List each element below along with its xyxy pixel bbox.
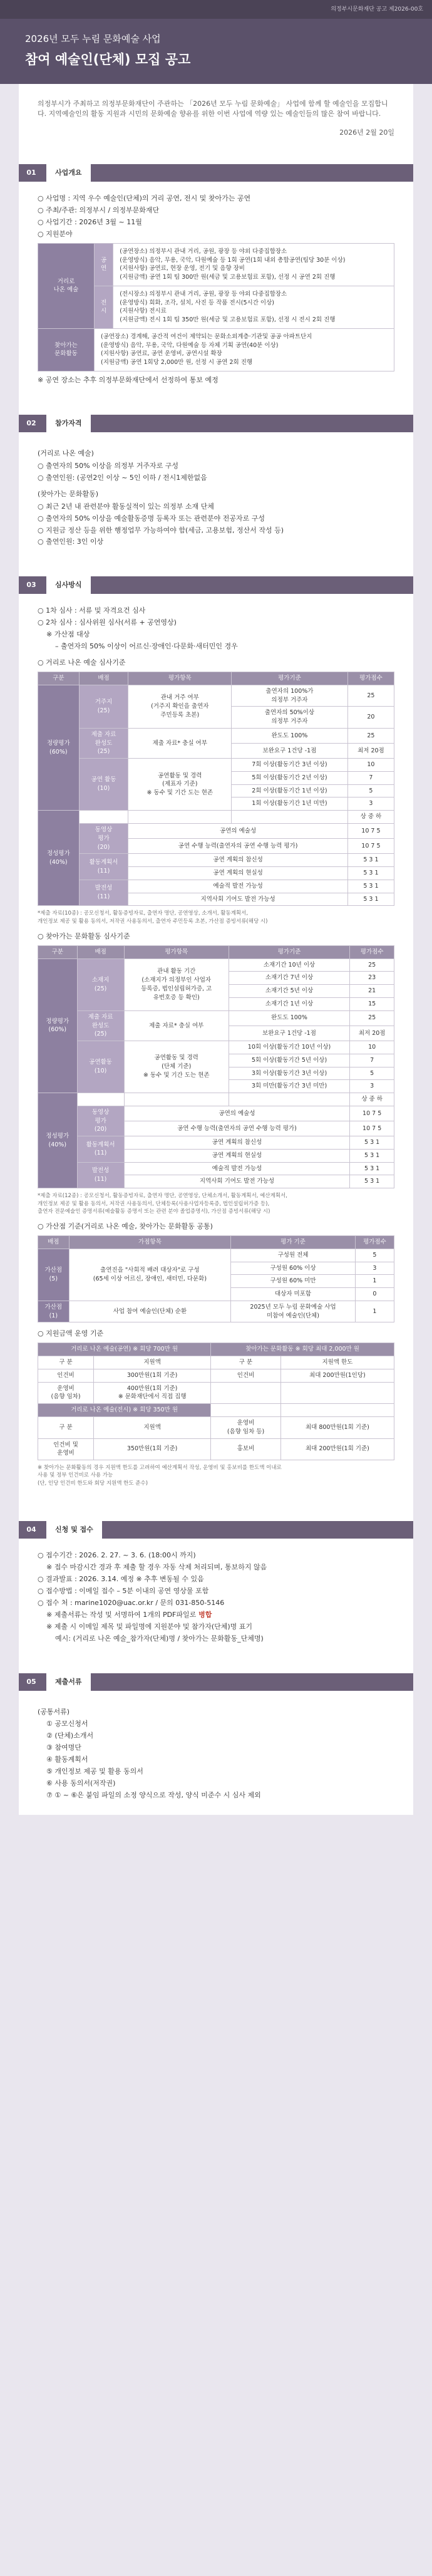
fund-cell: 인건비: [211, 1369, 281, 1382]
criteria-item: 예술적 발전 가능성: [128, 880, 347, 893]
fund-head-left: 거리로 나온 예술(전시) ※ 회당 350만 원: [38, 1404, 211, 1417]
visit-note: *제출 자료(12종) : 공모신청서, 활동증빙자료, 출연자 명단, 공연영상, 단체소개서, 활동계획서, 예산계획서, 개인정보 제공 및 활용 동의서, 저작권 사용동의서, 단체등록(사용사업자등록증, 법인설립허가증 등), 출연자 전문예술인 증명서류(예술활동 증명서 또는 관련 분야 졸업증명서), 가산점 증빙서류(해당 시): [38, 1193, 287, 1215]
blank-cell: [124, 1093, 229, 1106]
grade-scores: 5 3 1: [347, 867, 394, 880]
criteria-standard: 1회 이상(활동기간 1년 미만): [232, 797, 348, 811]
fund-title: ○ 지원금액 운영 기준: [38, 1329, 104, 1338]
grade-scores: 10 7 5: [350, 1121, 394, 1136]
merge-note: ※ 제출서류는 작성 및 서명하여 1개의 PDF파일로: [46, 1610, 197, 1619]
text-line: – 출연자의 50% 이상이 어르신·장애인·다문화·새터민인 경우: [55, 642, 238, 651]
table-header: 평가항목: [124, 945, 229, 958]
qual-grade-header: 상 중 하: [350, 1093, 394, 1106]
criteria-score: 25: [347, 728, 394, 743]
section-number: 02: [26, 418, 36, 427]
text-line: ○ 접수방법 : 이메일 접수 – 5분 이내의 공연 영상물 포함: [38, 1586, 209, 1595]
criteria-standard: 완도도 100%: [229, 1010, 350, 1026]
criteria-score: 7: [350, 1054, 394, 1067]
section-header-2: [19, 415, 413, 432]
text-line: ○ 최근 2년 내 관련분야 활동실적이 있는 의정부 소재 단체: [38, 502, 214, 511]
field-sub: 전시: [95, 286, 113, 328]
section-title: 사업개요: [46, 164, 91, 182]
bonus-table: [38, 1235, 394, 1322]
grade-scores: 10 7 5: [350, 1106, 394, 1121]
fund-cell: 지원액: [94, 1417, 211, 1439]
criteria-group: 활동계획서 (11): [79, 854, 128, 880]
group-title: (공통서류): [38, 1707, 70, 1716]
table-header: 평가점수: [347, 672, 394, 685]
merge-emphasis: 병합: [196, 1610, 212, 1619]
criteria-item: 공연의 예술성: [124, 1106, 350, 1121]
fund-cell: [280, 1382, 394, 1404]
criteria-item: 지역사회 기여도 발전 가능성: [128, 893, 347, 906]
criteria-item: 공연활동 및 경력 (단체 기준) ※ 동수 및 기간 도는 현존: [124, 1041, 229, 1093]
section-body-4: [38, 1539, 394, 1658]
criteria-group: 발전성 (11): [77, 1162, 124, 1188]
text-line: ○ 사업기간 : 2026년 3월 ~ 11월: [38, 217, 142, 226]
section-body-2: [38, 432, 394, 562]
criteria-standard: 완도도 100%: [232, 728, 348, 743]
criteria-group: 공연 활동 (10): [79, 759, 128, 811]
fund-note: ※ 찾아가는 문화활동의 경우 지원액 한도를 고려하여 예산계획서 작성, 운영비 및 홍보비를 한도액 이내로 사용 및 정부 인건비로 사용 가능 (단, 인당 인건비 한도와 회당 지원액 한도 준수): [38, 1465, 282, 1487]
fund-cell: 인건비 및 운영비: [38, 1438, 94, 1460]
fund-cell: 최대 200만원(1인당): [280, 1369, 394, 1382]
fund-cell: 350만원(1회 기준): [94, 1438, 211, 1460]
text-line: ○ 지원금 정산 등을 위한 행정업무 가능하여야 함(세금, 고용보험, 정산서 작성 등): [38, 526, 284, 534]
grade-scores: 5 3 1: [347, 854, 394, 867]
document-item: ⑤ 개인정보 제공 및 활용 동의서: [46, 1767, 143, 1776]
document-item: ⑦ ① ~ ⑥은 붙임 파일의 소정 양식으로 작성, 양식 미준수 시 심사 제외: [46, 1791, 261, 1800]
fund-cell: 300만원(1회 기준): [94, 1369, 211, 1382]
field-category: 찾아가는 문화활동: [38, 328, 95, 371]
criteria-item: 공연 계획의 참신성: [124, 1136, 350, 1150]
text-line: ○ 출연인원: (공연2인 이상 ~ 5인 이하 / 전시1제한없음: [38, 473, 207, 482]
text-line: 예시: (거리로 나온 예술_참가자(단체)명 / 찾아가는 문화활동_단체명): [55, 1634, 264, 1643]
criteria-group: 공연활동 (10): [77, 1041, 124, 1093]
fund-cell: [211, 1404, 281, 1417]
hero-subtitle: 2026년 모두 누림 문화예술 사업: [25, 33, 161, 44]
bonus-item: 출연진을 "사회적 배려 대상자"로 구성 (65세 이상 어르신, 장애인, 새터민, 다문화): [69, 1249, 231, 1301]
field-category: 거리로 나온 예술: [38, 243, 95, 328]
criteria-standard: 소재기간 1년 이상: [229, 998, 350, 1011]
section-header-3: [19, 576, 413, 594]
quant-category: 정량평가 (60%): [38, 685, 80, 810]
criteria-score: 10: [347, 759, 394, 772]
criteria-group: 동영상 평가 (20): [77, 1106, 124, 1136]
criteria-score: 5: [350, 1067, 394, 1080]
section-title: 심사방식: [46, 576, 91, 594]
bonus-standard: 구성원 60% 이상: [231, 1262, 356, 1275]
fund-cell: 홍보비: [211, 1438, 281, 1460]
criteria-standard: 소재기간 10년 이상: [229, 958, 350, 972]
criteria-score: 20: [347, 707, 394, 729]
bonus-score: 3: [355, 1262, 394, 1275]
table-header: 평가점수: [355, 1236, 394, 1249]
footnote: ※ 공연 장소는 추후 의정부문화재단에서 선정하여 통보 예정: [38, 375, 219, 384]
document-item: ⑥ 사용 동의서(저작권): [46, 1779, 116, 1788]
quant-category: 정량평가 (60%): [38, 958, 78, 1093]
bonus-standard: 구성원 전체: [231, 1249, 356, 1262]
text-line: ※ 가산점 대상: [46, 630, 90, 639]
criteria-group: 활동계획서 (11): [77, 1136, 124, 1163]
text-line: ○ 2차 심사 : 심사위원 심사(서류 + 공연영상): [38, 618, 177, 627]
fund-cell: 최대 200만원(1회 기준): [280, 1438, 394, 1460]
criteria-standard: 7회 이상(활동기간 3년 이상): [232, 759, 348, 772]
field-sub: 공연: [95, 243, 113, 286]
text-line: ○ 출연인원: 3인 이상: [38, 538, 104, 546]
criteria-standard: 출연자의 50%이상 의정부 거주자: [232, 707, 348, 729]
fund-col: 구 분: [211, 1356, 281, 1369]
grade-scores: 10 7 5: [347, 839, 394, 854]
support-field-table: [38, 243, 394, 371]
criteria-item: 공연 계획의 현실성: [128, 867, 347, 880]
fund-cell: 구 분: [38, 1417, 94, 1439]
criteria-group: 거주지 (25): [79, 685, 128, 728]
section-header-5: [19, 1673, 413, 1691]
criteria-standard: 보완요구 1건당 -1점: [232, 744, 348, 759]
grade-scores: 5 3 1: [347, 880, 394, 893]
bonus-standard: 대상자 미포함: [231, 1288, 356, 1301]
fund-head-right: 찾아가는 문화활동 ※ 회당 최대 2,000만 원: [211, 1343, 394, 1356]
fund-cell: 운영비 (음향 임차): [38, 1382, 94, 1404]
field-detail: (전시장소) 의정부시 관내 거리, 공원, 광장 등 야외 다중집합장소 (운영방식) 회화, 조각, 설치, 사진 등 작품 전시(5시간 이상) (지원사항) 전시료 (지원금액) 전시 1회 팀 350만 원(세금 및 고용보험료 포함), 선정 시 전시 2회 진행: [113, 286, 394, 328]
table-header: 배점: [77, 945, 124, 958]
table-header: 평가기준: [229, 945, 350, 958]
qual-grade-header: 상 중 하: [347, 811, 394, 824]
table-header: 가점항목: [69, 1236, 231, 1249]
criteria-score: 3: [350, 1080, 394, 1093]
fund-col: 지원액: [94, 1356, 211, 1369]
document-item: ④ 활동계획서: [46, 1755, 88, 1764]
hero-title: 참여 예술인(단체) 모집 공고: [25, 51, 191, 67]
table-header: 평가기준: [232, 672, 348, 685]
bonus-title: ○ 가산점 기준(거리로 나온 예술, 찾아가는 문화활동 공통): [38, 1222, 213, 1231]
table-header: 평가 기준: [231, 1236, 356, 1249]
table-header: 구분: [38, 945, 78, 958]
criteria-standard: 소재기간 7년 이상: [229, 972, 350, 985]
section-header-1: [19, 164, 413, 182]
section-body-3: [38, 594, 394, 1506]
text-line: ○ 결과발표 : 2026. 3.14. 예정 ※ 추후 변동될 수 있음: [38, 1574, 204, 1583]
fund-head-left: 거리로 나온 예술(공연) ※ 회당 700만 원: [38, 1343, 211, 1356]
fund-table: [38, 1343, 394, 1460]
grade-scores: 5 3 1: [350, 1136, 394, 1150]
text-line: ○ 접수기간 : 2026. 2. 27. ~ 3. 6. (18:00시 까지): [38, 1551, 196, 1560]
section-number: 05: [26, 1677, 36, 1686]
criteria-standard: 소재기간 5년 이상: [229, 985, 350, 998]
criteria-group: 동영상 평가 (20): [79, 824, 128, 854]
criteria-standard: 10회 이상(활동기간 10년 이상): [229, 1041, 350, 1054]
fund-cell: 인건비: [38, 1369, 94, 1382]
criteria-score: 23: [350, 972, 394, 985]
criteria-standard: 3회 이상(활동기간 3년 이상): [229, 1067, 350, 1080]
criteria-score: 최저 20점: [347, 744, 394, 759]
table-header: 배점: [38, 1236, 69, 1249]
fund-col: 지원액 한도: [280, 1356, 394, 1369]
section-title: 신청 및 접수: [46, 1521, 102, 1539]
criteria-item: 제출 자료* 충실 여부: [128, 728, 232, 758]
bonus-item: 사업 참여 예술인(단체) 순환: [69, 1301, 231, 1322]
criteria-score: 7: [347, 771, 394, 784]
intro-date: 2026년 2월 20일: [339, 128, 394, 137]
criteria-item: 제출 자료* 충실 여부: [124, 1010, 229, 1041]
section-number: 04: [26, 1525, 36, 1534]
table-header: 평가항목: [128, 672, 232, 685]
document-item: ② (단체)소개서: [46, 1732, 94, 1740]
text-line: ○ 지원분야: [38, 229, 73, 238]
text-line: ○ 출연자의 50% 이상을 의정부 거주자로 구성: [38, 461, 179, 470]
top-bar: [0, 0, 432, 19]
group-title: (거리로 나온 예술): [38, 449, 94, 457]
criteria-item: 공연 계획의 참신성: [128, 854, 347, 867]
text-line: ○ 1차 심사 : 서류 및 자격요건 심사: [38, 606, 146, 615]
fund-cell: 최대 800만원(1회 기준): [280, 1417, 394, 1439]
fund-col: 구 분: [38, 1356, 94, 1369]
criteria-item: 예술적 발전 가능성: [124, 1162, 350, 1175]
criteria-score: 10: [350, 1041, 394, 1054]
criteria-standard: 5회 이상(활동기간 5년 이상): [229, 1054, 350, 1067]
qual-category: 정성평가 (40%): [38, 1093, 78, 1188]
text-line: ○ 주최/주관: 의정부시 / 의정부문화재단: [38, 205, 160, 214]
criteria-group: 제출 자료 완성도 (25): [79, 728, 128, 758]
section-title: 제출서류: [46, 1673, 91, 1691]
criteria-standard: 2회 이상(활동기간 1년 이상): [232, 784, 348, 797]
grade-scores: 10 7 5: [347, 824, 394, 839]
criteria-score: 3: [347, 797, 394, 811]
criteria-score: 15: [350, 998, 394, 1011]
section-title: 참가자격: [46, 415, 91, 432]
text-line: ※ 제출 시 이메일 제목 및 파일명에 지원분야 및 참가자(단체)명 표기: [46, 1622, 253, 1631]
section-body-5: [38, 1691, 394, 1815]
document-item: ③ 참여명단: [46, 1743, 81, 1752]
criteria-score: 25: [350, 1010, 394, 1026]
bonus-standard: 2025년 모두 누림 문화예술 사업 미참여 예술인(단체): [231, 1301, 356, 1322]
grade-scores: 5 3 1: [350, 1149, 394, 1162]
criteria-group: 발전성 (11): [79, 880, 128, 906]
bonus-score: 1: [355, 1275, 394, 1288]
criteria-item: 공연의 예술성: [128, 824, 347, 839]
criteria-group: 제출 자료 완성도 (25): [77, 1010, 124, 1041]
street-criteria-title: ○ 거리로 나온 예술 심사기준: [38, 658, 126, 667]
criteria-standard: 출연자의 100%가 의정부 거주자: [232, 685, 348, 707]
text-line: ※ 접수 마감시간 경과 후 제출 할 경우 자동 삭제 처리되며, 통보하지 않음: [46, 1562, 267, 1571]
table-header: 배점: [79, 672, 128, 685]
grade-scores: 5 3 1: [350, 1162, 394, 1175]
fund-cell: [280, 1404, 394, 1417]
text-line: ○ 접수 처 : marine1020@uac.or.kr / 문의 031-850-5146: [38, 1598, 225, 1607]
criteria-score: 최저 20점: [350, 1026, 394, 1041]
text-line: ○ 출연자의 50% 이상을 예술활동증명 등록자 또는 관련분야 전공자로 구성: [38, 514, 265, 522]
field-detail: (공연장소) 경계해, 공간적 여건이 제약되는 문화소외계층·기관및 공공 아파트단지 (운영방식) 음악, 무용, 국악, 다원예술 등 자체 기획 공연(40분 이상) (지원사항) 공연료, 공연 운영비, 공연시설 확장 (지원금액) 공연 1회당 2,000만 원, 선정 시 공연 2회 진행: [95, 328, 394, 371]
bonus-standard: 구성원 60% 미만: [231, 1275, 356, 1288]
criteria-item: 관내 거주 여부 (거주지 확인을 출연자 주민등록 초본): [128, 685, 232, 728]
fund-cell: 400만원(1회 기준) ※ 문화재단에서 직접 집행: [94, 1382, 211, 1404]
section-header-4: [19, 1521, 413, 1539]
field-detail: (공연장소) 의정부시 관내 거리, 공원, 광장 등 야외 다중집합장소 (운영방식) 음악, 무용, 국악, 다원예술 등 1회 공연(1회 내외 총합공연(팀당 30분 이상) (지원사항) 공연료, 현장 운영, 전기 및 음향 장비 (지원금액) 공연 1회 팀 300만 원(세금 및 고용보험료 포함), 선정 시 공연 2회 진행: [113, 243, 394, 286]
hero: [0, 19, 432, 84]
text-line: [38, 1610, 394, 1620]
blank-cell: [79, 811, 128, 824]
criteria-score: 21: [350, 985, 394, 998]
visit-criteria-title: ○ 찾아가는 문화활동 심사기준: [38, 932, 130, 940]
bonus-score: 1: [355, 1301, 394, 1322]
content-card: [19, 84, 413, 1815]
criteria-group: 소재지 (25): [77, 958, 124, 1010]
grade-scores: 5 3 1: [350, 1175, 394, 1188]
blank-cell: [229, 1093, 350, 1106]
fund-cell: 운영비 (음향 임차 등): [211, 1417, 281, 1439]
criteria-standard: 5회 이상(활동기간 2년 이상): [232, 771, 348, 784]
street-score-table: [38, 672, 394, 906]
section-body-1: [38, 182, 394, 400]
group-title: (찾아가는 문화활동): [38, 489, 99, 498]
blank-cell: [128, 811, 232, 824]
text-line: ○ 사업명 : 지역 우수 예술인(단체)의 거리 공연, 전시 및 찾아가는 공연: [38, 194, 251, 202]
bonus-category: 가산점 (5): [38, 1249, 69, 1301]
section-number: 03: [26, 581, 36, 589]
criteria-score: 5: [347, 784, 394, 797]
notice-number: 의정부시문화재단 공고 제2026-00호: [331, 6, 423, 13]
bonus-score: 0: [355, 1288, 394, 1301]
visit-score-table: [38, 945, 394, 1188]
blank-cell: [77, 1093, 124, 1106]
table-header: 평가점수: [350, 945, 394, 958]
criteria-item: 공연 계획의 현실성: [124, 1149, 350, 1162]
criteria-standard: 보완요구 1건당 -1점: [229, 1026, 350, 1041]
grade-scores: 5 3 1: [347, 893, 394, 906]
criteria-item: 공연 수행 능력(출연자의 공연 수행 능력 평가): [124, 1121, 350, 1136]
criteria-standard: 3회 미만(활동기간 3년 미만): [229, 1080, 350, 1093]
blank-cell: [232, 811, 348, 824]
intro-text: 의정부시가 주최하고 의정부문화재단이 주관하는 「2026년 모두 누림 문화예술」 사업에 함께 할 예술인을 모집합니다. 지역예술인의 활동 지원과 시민의 문화예술 향유를 위한 이번 사업에 역량 있는 예술인들의 많은 참여 바랍니다.: [38, 100, 388, 118]
bonus-category: 가산점 (1): [38, 1301, 69, 1322]
intro: [38, 84, 394, 149]
criteria-item: 공연활동 및 경력 (제표자 기준) ※ 동수 및 기간 도는 현존: [128, 759, 232, 811]
criteria-item: 관내 활동 기간 (소재지가 의정부인 사업자 등록증, 법인설립허가증, 고 유번호증 등 확인): [124, 958, 229, 1010]
bonus-score: 5: [355, 1249, 394, 1262]
table-header: 구분: [38, 672, 80, 685]
street-note: *제출 자료(10종) : 공모신청서, 활동증빙자료, 출연자 명단, 공연영상, 소개서, 활동계획서, 개인정보 제공 및 활용 동의서, 저작권 사용동의서, 출연자 주민등록 초본, 가산점 증빙서류(해당 시): [38, 910, 268, 925]
document-item: ① 공모신청서: [46, 1720, 88, 1728]
criteria-item: 공연 수행 능력(출연자의 공연 수행 능력 평가): [128, 839, 347, 854]
fund-cell: [211, 1382, 281, 1404]
section-number: 01: [26, 169, 36, 177]
qual-category: 정성평가 (40%): [38, 811, 80, 906]
criteria-score: 25: [350, 958, 394, 972]
criteria-item: 지역사회 기여도 발전 가능성: [124, 1175, 350, 1188]
criteria-score: 25: [347, 685, 394, 707]
